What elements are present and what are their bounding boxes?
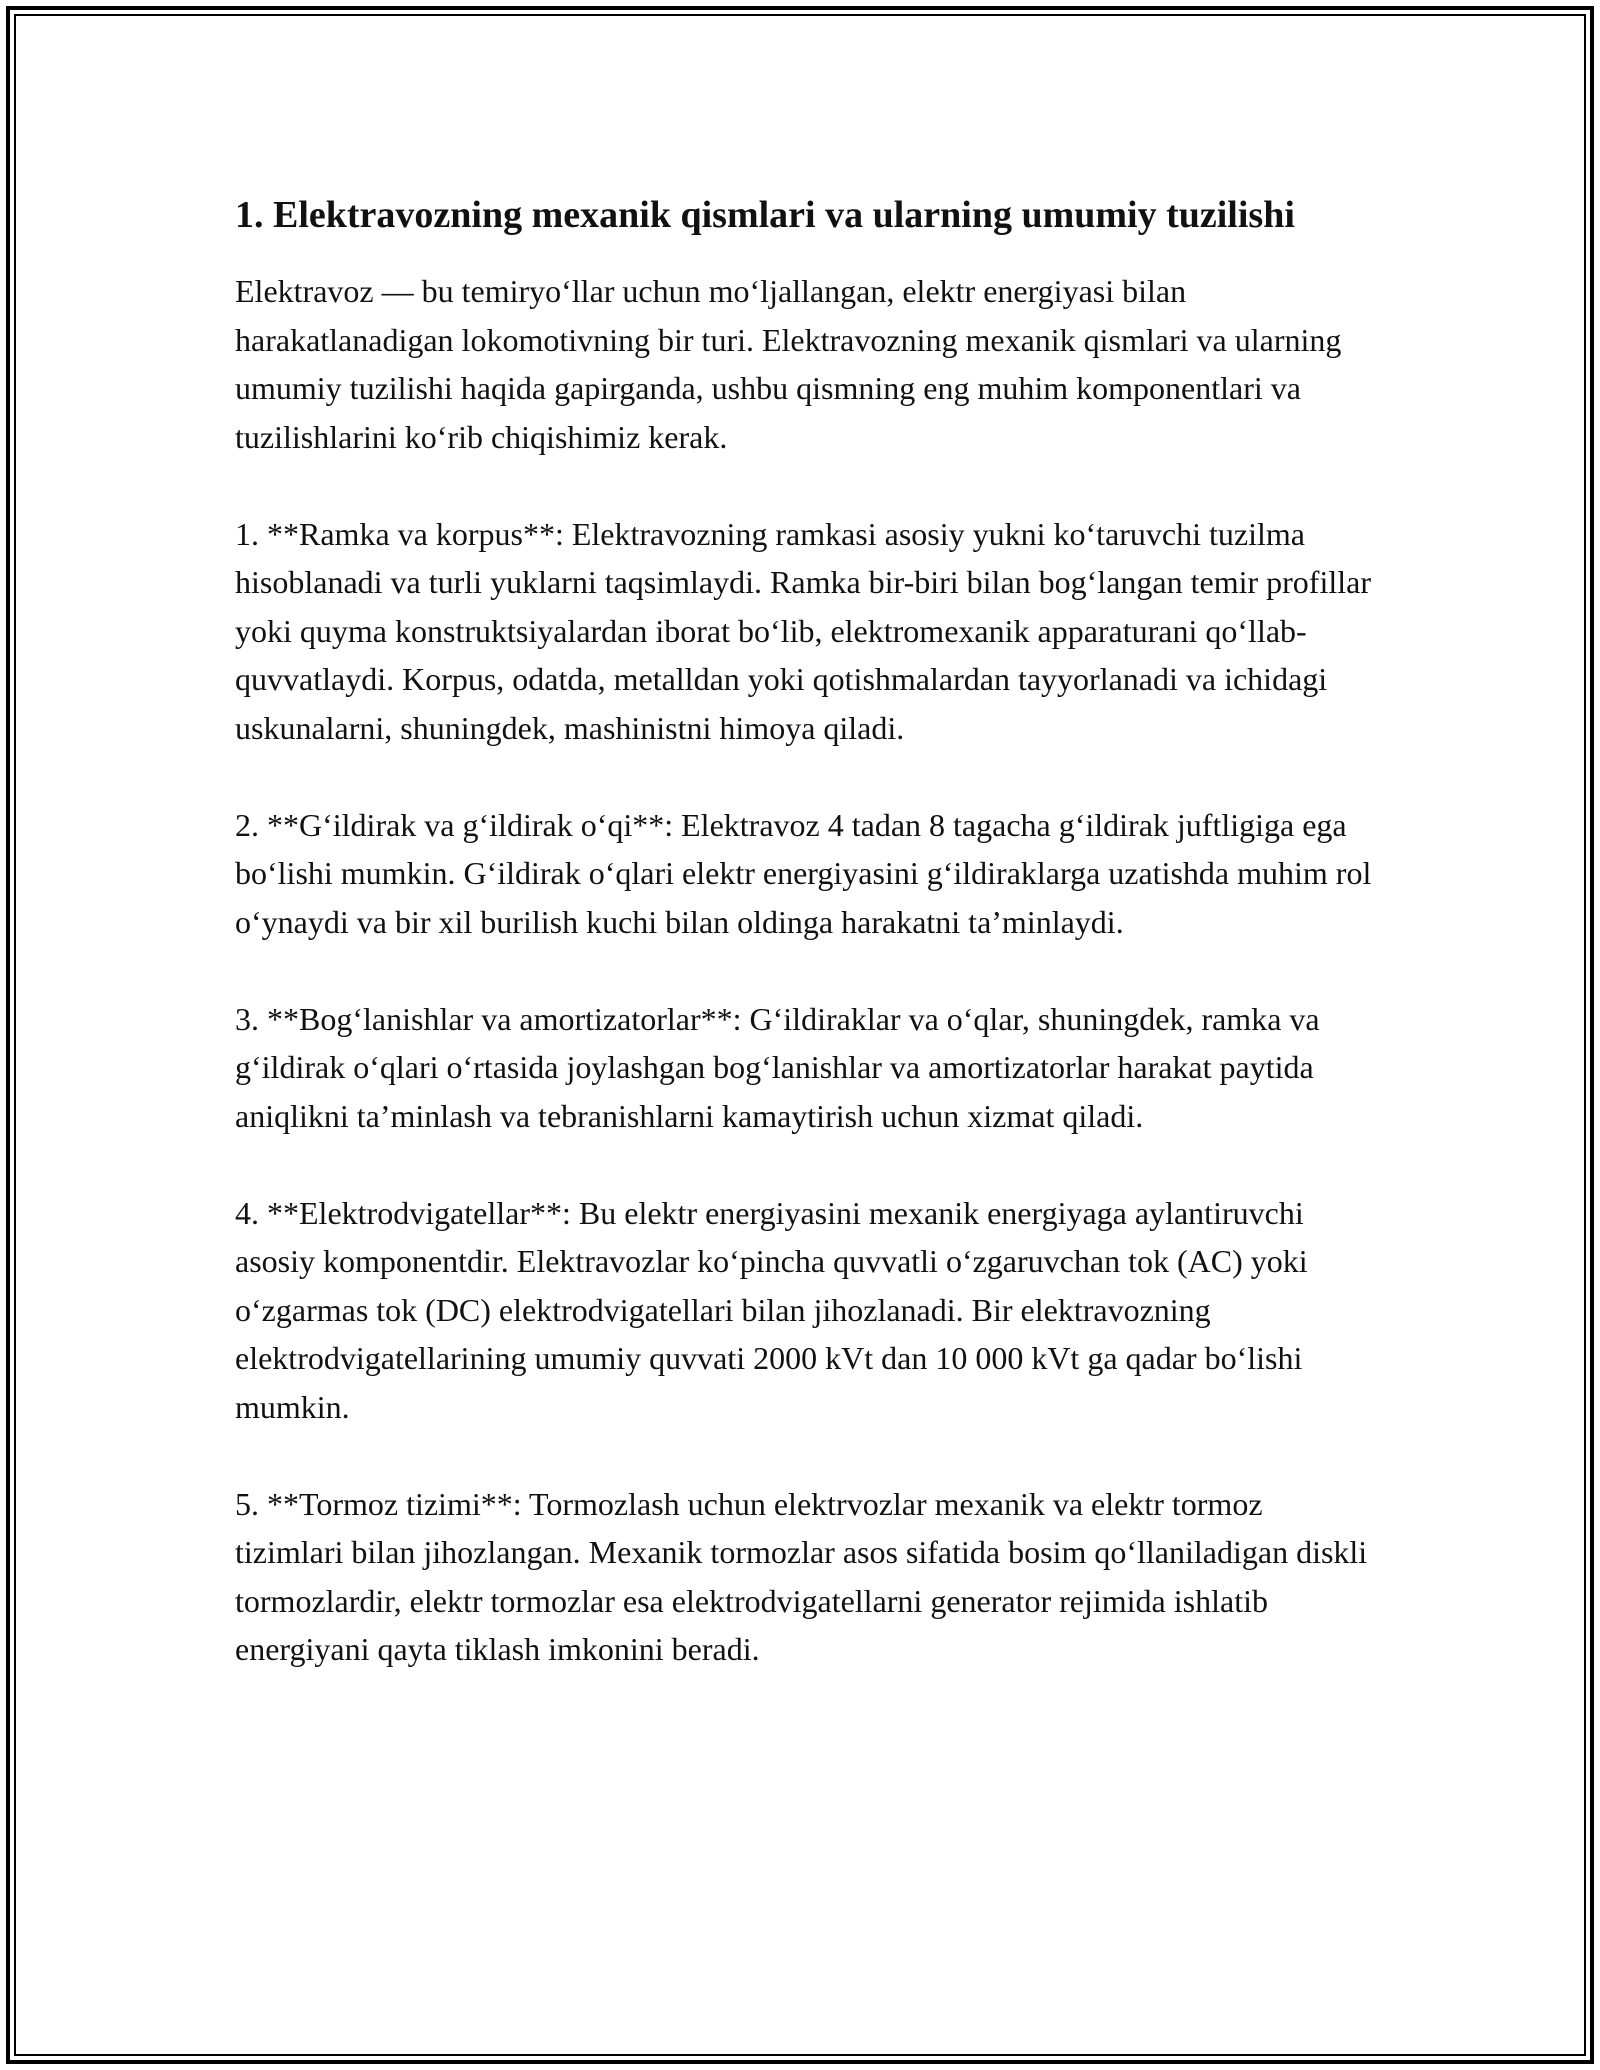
section-tormoz-tizimi: 5. **Tormoz tizimi**: Tormozlash uchun elektrvozlar mexanik va elektr tormoz tizimlari bilan jihozlangan. Mexanik tormozlar asos sifatida bosim qo‘llaniladigan diskli tormozlardir, elektr tormozlar esa elektrodvigatellarni generator rejimida ishlatib energiyani qayta tiklash imkonini beradi. [235, 1485, 1368, 1667]
intro-paragraph: Elektravoz — bu temiryo‘llar uchun mo‘ljallangan, elektr energiyasi bilan harakatlanadigan lokomotivning bir turi. Elektravozning mexanik qismlari va ularning umumiy tuzilishi haqida gapirganda, ushbu qismning eng muhim komponentlari va tuzilishlarini ko‘rib chiqishimiz kerak. [235, 273, 1342, 455]
section-ramka-korpus: 1. **Ramka va korpus**: Elektravozning ramkasi asosiy yukni ko‘taruvchi tuzilma hisoblanadi va turli yuklarni taqsimlaydi. Ramka bir-biri bilan bog‘langan temir profillar yoki quyma konstruktsiyalardan iborat bo‘lib, elektromexanik apparaturani qo‘llab-quvvatlaydi. Korpus, odatda, metalldan yoki qotishmalardan tayyorlanadi va ichidagi uskunalarni, shuningdek, mashinistni himoya qiladi. [235, 515, 1371, 746]
document-title: 1. Elektravozning mexanik qismlari va ularning umumiy tuzilishi [235, 194, 1295, 236]
section-boglanishlar: 3. **Bog‘lanishlar va amortizatorlar**: G‘ildiraklar va o‘qlar, shuningdek, ramka va g‘ildirak o‘qlari o‘rtasida joylashgan bog‘lanishlar va amortizatorlar harakat paytida aniqlikni ta’minlash va tebranishlarni kamaytirish uchun xizmat qiladi. [235, 1000, 1320, 1134]
document-body [235, 188, 1375, 1722]
section-gildirak: 2. **G‘ildirak va g‘ildirak o‘qi**: Elektravoz 4 tadan 8 tagacha g‘ildirak juftligiga ega bo‘lishi mumkin. G‘ildirak o‘qlari elektr energiyasini g‘ildiraklarga uzatishda muhim rol o‘ynaydi va bir xil burilish kuchi bilan oldinga harakatni ta’minlaydi. [235, 806, 1372, 940]
section-elektrodvigatellar: 4. **Elektrodvigatellar**: Bu elektr energiyasini mexanik energiyaga aylantiruvchi asosiy komponentdir. Elektravozlar ko‘pincha quvvatli o‘zgaruvchan tok (AC) yoki o‘zgarmas tok (DC) elektrodvigatellari bilan jihozlanadi. Bir elektravozning elektrodvigatellarining umumiy quvvati 2000 kVt dan 10 000 kVt ga qadar bo‘lishi mumkin. [235, 1194, 1308, 1425]
